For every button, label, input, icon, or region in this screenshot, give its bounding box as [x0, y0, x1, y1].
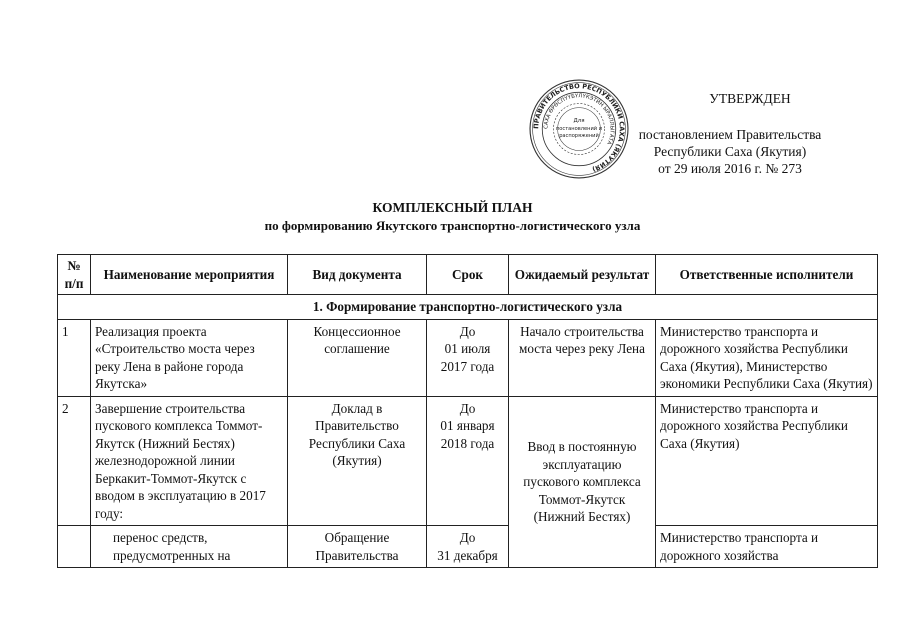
seal-outer-text: ПРАВИТЕЛЬСТВО РЕСПУБЛИКИ САХА (ЯКУТИЯ) [532, 82, 626, 174]
row-responsible: Министерство транспорта и дорожного хозяйства Республики Саха (Якутия) [656, 396, 878, 526]
row-responsible: Министерство транспорта и дорожного хозяйства Республики Саха (Якутия), Министерство экономики Республики Саха (Якутия) [656, 319, 878, 396]
header-document: Вид документа [288, 255, 427, 295]
table-row [58, 319, 878, 396]
section-title: 1. Формирование транспортно-логистического узла [58, 295, 878, 320]
row-document: Доклад в Правительство Республики Саха (Якутия) [288, 396, 427, 526]
seal-center-line3: распоряжений [559, 133, 599, 140]
row-term: До 31 декабря [427, 526, 509, 568]
row-number [58, 526, 91, 568]
row-document: Обращение Правительства [288, 526, 427, 568]
approval-line-2: Республики Саха (Якутия) [653, 144, 807, 159]
row-name: перенос средств, предусмотренных на [91, 526, 288, 568]
row-term: До 01 января 2018 года [427, 396, 509, 526]
approved-label: УТВЕРЖДЕН [709, 91, 791, 106]
approval-line-3: от 29 июля 2016 г. № 273 [658, 161, 802, 176]
document-subtitle: по формированию Якутского транспортно-логистического узла [264, 218, 641, 233]
row-result: Начало строительства моста через реку Лена [509, 319, 656, 396]
header-term: Срок [427, 255, 509, 295]
row-term: До 01 июля 2017 года [427, 319, 509, 396]
header-name: Наименование мероприятия [91, 255, 288, 295]
plan-table [57, 254, 878, 568]
row-name: Реализация проекта «Строительство моста через реку Лена в районе города Якутска» [91, 319, 288, 396]
row-name: Завершение строительства пускового комплекса Томмот-Якутск (Нижний Бестях) железнодорожной линии Беркакит-Томмот-Якутск с вводом в эксплуатацию в 2017 году: [91, 396, 288, 526]
approval-line-1: постановлением Правительства [638, 127, 822, 142]
section-row [58, 295, 878, 320]
header-result: Ожидаемый результат [509, 255, 656, 295]
document-title: КОМПЛЕКСНЫЙ ПЛАН [372, 200, 533, 215]
row-number: 2 [58, 396, 91, 526]
row-result: Ввод в постоянную эксплуатацию пускового комплекса Томмот-Якутск (Нижний Бестях) [509, 396, 656, 568]
row-responsible: Министерство транспорта и дорожного хозяйства [656, 526, 878, 568]
header-responsible: Ответственные исполнители [656, 255, 878, 295]
seal-center-line2: постановлений и [555, 126, 603, 133]
table-row [58, 526, 878, 568]
row-number: 1 [58, 319, 91, 396]
row-document: Концессионное соглашение [288, 319, 427, 396]
table-row [58, 396, 878, 526]
approval-block [600, 90, 860, 177]
seal-inner-text: САХА ӨРӨСПҮҮБҮЛҮКЭТИН ЫРАЛЛЫГАТА [543, 93, 615, 146]
table-header-row [58, 255, 878, 295]
seal-center-line1: Для [573, 117, 585, 124]
header-number: № п/п [58, 255, 91, 295]
